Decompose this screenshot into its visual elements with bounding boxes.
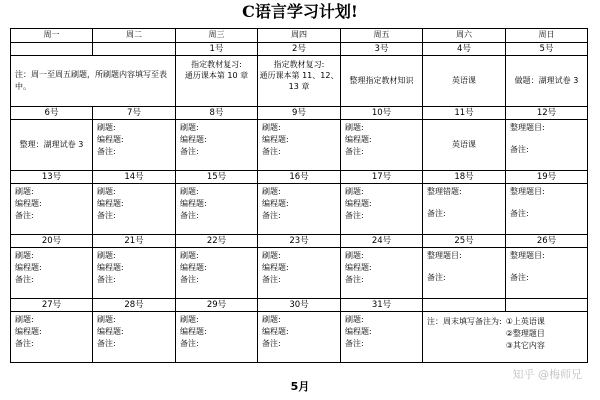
date-cell: 9号 — [258, 107, 341, 120]
day-cell — [258, 56, 341, 107]
day-cell — [506, 248, 588, 299]
date-row — [11, 299, 588, 312]
day-cell — [506, 120, 588, 171]
organize-label: 整理题目: — [510, 187, 545, 196]
remark-label: 备注: — [97, 147, 116, 156]
remark-label: 备注: — [345, 211, 364, 220]
calendar-table — [10, 28, 588, 363]
review-task — [258, 56, 340, 92]
day-cell — [341, 120, 423, 171]
remark-label: 备注: — [15, 211, 34, 220]
day-cell — [258, 312, 341, 363]
content-row — [11, 312, 588, 363]
day-cell — [11, 120, 93, 171]
remark-label: 备注: — [97, 339, 116, 348]
date-cell: 31号 — [341, 299, 423, 312]
program-label: 编程题: — [262, 135, 289, 144]
program-label: 编程题: — [262, 263, 289, 272]
brush-label: 刷题: — [180, 123, 199, 132]
remark-label: 备注: — [262, 339, 281, 348]
remark-label: 备注: — [427, 273, 446, 282]
brush-label: 刷题: — [97, 251, 116, 260]
weekend-note-cell — [423, 312, 588, 363]
date-cell: 11号 — [423, 107, 506, 120]
date-cell: 18号 — [423, 171, 506, 184]
date-cell: 25号 — [423, 235, 506, 248]
remark-label: 备注: — [345, 147, 364, 156]
task-line: 13 章 — [288, 82, 310, 91]
date-cell: 16号 — [258, 171, 341, 184]
program-label: 编程题: — [345, 135, 372, 144]
date-cell: 10号 — [341, 107, 423, 120]
brush-label: 刷题: — [262, 123, 281, 132]
day-cell — [93, 184, 176, 235]
date-row — [11, 235, 588, 248]
date-cell — [423, 299, 506, 312]
watermark: 知乎 @梅师兄 — [512, 368, 582, 381]
program-label: 编程题: — [262, 199, 289, 208]
weekday-header: 周五 — [341, 29, 423, 43]
brush-label: 刷题: — [262, 187, 281, 196]
date-cell: 23号 — [258, 235, 341, 248]
date-row — [11, 171, 588, 184]
day-cell — [423, 120, 506, 171]
remark-label: 备注: — [262, 275, 281, 284]
brush-label: 刷题: — [262, 315, 281, 324]
weekday-header: 周三 — [176, 29, 258, 43]
weekday-header: 周六 — [423, 29, 506, 43]
remark-label: 备注: — [427, 209, 446, 218]
remark-label: 备注: — [345, 339, 364, 348]
program-label: 编程题: — [97, 327, 124, 336]
remark-label: 备注: — [510, 145, 529, 154]
organize-wrong-label: 整理错题: — [427, 187, 462, 196]
remark-label: 备注: — [345, 275, 364, 284]
brush-label: 刷题: — [97, 123, 116, 132]
date-cell: 17号 — [341, 171, 423, 184]
brush-label: 刷题: — [15, 251, 34, 260]
content-row — [11, 120, 588, 171]
remark-label: 备注: — [510, 209, 529, 218]
program-label: 编程题: — [97, 263, 124, 272]
date-cell — [506, 299, 588, 312]
day-cell — [93, 120, 176, 171]
date-cell — [11, 43, 93, 56]
day-cell — [423, 56, 506, 107]
brush-label: 刷题: — [15, 315, 34, 324]
date-cell: 21号 — [93, 235, 176, 248]
remark-label: 备注: — [262, 147, 281, 156]
date-cell: 29号 — [176, 299, 258, 312]
weekend-note-label: 注：周末填写备注为: — [427, 317, 502, 326]
remark-label: 备注: — [15, 275, 34, 284]
date-cell: 19号 — [506, 171, 588, 184]
remark-label: 备注: — [262, 211, 281, 220]
weekend-note-options — [506, 316, 545, 352]
program-label: 编程题: — [345, 327, 372, 336]
brush-label: 刷题: — [97, 315, 116, 324]
day-cell — [93, 312, 176, 363]
remark-label: 备注: — [510, 273, 529, 282]
remark-label: 备注: — [97, 211, 116, 220]
task-line: 通历课本第 11、12、 — [259, 71, 339, 80]
weekend-option: ③其它内容 — [505, 341, 545, 350]
remark-label: 备注: — [180, 339, 199, 348]
day-cell — [258, 184, 341, 235]
brush-label: 刷题: — [180, 251, 199, 260]
organize-label: 整理题目: — [427, 251, 462, 260]
date-cell: 30号 — [258, 299, 341, 312]
program-label: 编程题: — [15, 199, 42, 208]
program-label: 编程题: — [97, 135, 124, 144]
brush-label: 刷题: — [345, 315, 364, 324]
month-label: 5月 — [290, 380, 310, 393]
task-text: 做题：湖理试卷 3 — [514, 76, 579, 85]
day-cell — [258, 120, 341, 171]
date-cell — [93, 43, 176, 56]
weekday-header-row — [11, 29, 588, 43]
brush-label: 刷题: — [345, 187, 364, 196]
content-row — [11, 248, 588, 299]
day-cell — [341, 248, 423, 299]
date-cell: 3号 — [341, 43, 423, 56]
date-cell: 2号 — [258, 43, 341, 56]
review-task — [176, 56, 257, 81]
program-label: 编程题: — [180, 327, 207, 336]
day-cell — [176, 248, 258, 299]
organize-label: 整理题目: — [510, 251, 545, 260]
remark-label: 备注: — [97, 275, 116, 284]
program-label: 编程题: — [97, 199, 124, 208]
day-cell — [11, 184, 93, 235]
content-row — [11, 56, 588, 107]
program-label: 编程题: — [180, 135, 207, 144]
day-cell — [423, 184, 506, 235]
task-text: 整理：湖理试卷 3 — [19, 140, 84, 149]
brush-label: 刷题: — [180, 187, 199, 196]
organize-label: 整理题目: — [510, 123, 545, 132]
task-text: 整理指定教材知识 — [349, 76, 414, 85]
remark-label: 备注: — [180, 147, 199, 156]
weekend-note — [423, 312, 587, 352]
weekday-header: 周二 — [93, 29, 176, 43]
remark-label: 备注: — [15, 339, 34, 348]
date-cell: 1号 — [176, 43, 258, 56]
date-cell: 6号 — [11, 107, 93, 120]
brush-label: 刷题: — [97, 187, 116, 196]
day-cell — [176, 312, 258, 363]
day-cell — [506, 56, 588, 107]
remark-label: 备注: — [180, 275, 199, 284]
program-label: 编程题: — [15, 263, 42, 272]
day-cell — [93, 248, 176, 299]
remark-label: 备注: — [180, 211, 199, 220]
date-row — [11, 43, 588, 56]
program-label: 编程题: — [345, 263, 372, 272]
brush-label: 刷题: — [262, 251, 281, 260]
day-cell — [341, 56, 423, 107]
day-cell — [506, 184, 588, 235]
date-cell: 12号 — [506, 107, 588, 120]
day-cell — [341, 184, 423, 235]
page-title: C语言学习计划! — [242, 2, 358, 21]
day-cell — [11, 312, 93, 363]
day-cell — [176, 56, 258, 107]
brush-label: 刷题: — [15, 187, 34, 196]
date-row — [11, 107, 588, 120]
instruction-note: 注：周一至周五刷题，所刷题内容填写至表中。 — [15, 70, 167, 91]
instruction-note-cell — [11, 56, 176, 107]
date-cell: 20号 — [11, 235, 93, 248]
weekend-option: ①上英语课 — [505, 317, 545, 326]
brush-label: 刷题: — [180, 315, 199, 324]
program-label: 编程题: — [262, 327, 289, 336]
content-row — [11, 184, 588, 235]
task-text: 英语课 — [452, 140, 476, 149]
date-cell: 8号 — [176, 107, 258, 120]
day-cell — [11, 248, 93, 299]
date-cell: 24号 — [341, 235, 423, 248]
date-cell: 22号 — [176, 235, 258, 248]
program-label: 编程题: — [345, 199, 372, 208]
program-label: 编程题: — [15, 327, 42, 336]
task-text: 英语课 — [452, 76, 476, 85]
date-cell: 13号 — [11, 171, 93, 184]
task-line: 指定教材复习: — [273, 60, 325, 69]
date-cell: 7号 — [93, 107, 176, 120]
brush-label: 刷题: — [345, 123, 364, 132]
date-cell: 5号 — [506, 43, 588, 56]
day-cell — [423, 248, 506, 299]
day-cell — [258, 248, 341, 299]
date-cell: 26号 — [506, 235, 588, 248]
program-label: 编程题: — [180, 199, 207, 208]
date-cell: 27号 — [11, 299, 93, 312]
date-cell: 4号 — [423, 43, 506, 56]
task-line: 通历课本第 10 章 — [184, 71, 249, 80]
weekday-header: 周一 — [11, 29, 93, 43]
weekday-header: 周日 — [506, 29, 588, 43]
day-cell — [341, 312, 423, 363]
date-cell: 15号 — [176, 171, 258, 184]
day-cell — [176, 120, 258, 171]
weekend-option: ②整理题目 — [505, 329, 545, 338]
date-cell: 28号 — [93, 299, 176, 312]
date-cell: 14号 — [93, 171, 176, 184]
program-label: 编程题: — [180, 263, 207, 272]
weekday-header: 周四 — [258, 29, 341, 43]
day-cell — [176, 184, 258, 235]
brush-label: 刷题: — [345, 251, 364, 260]
task-line: 指定教材复习: — [191, 60, 242, 69]
